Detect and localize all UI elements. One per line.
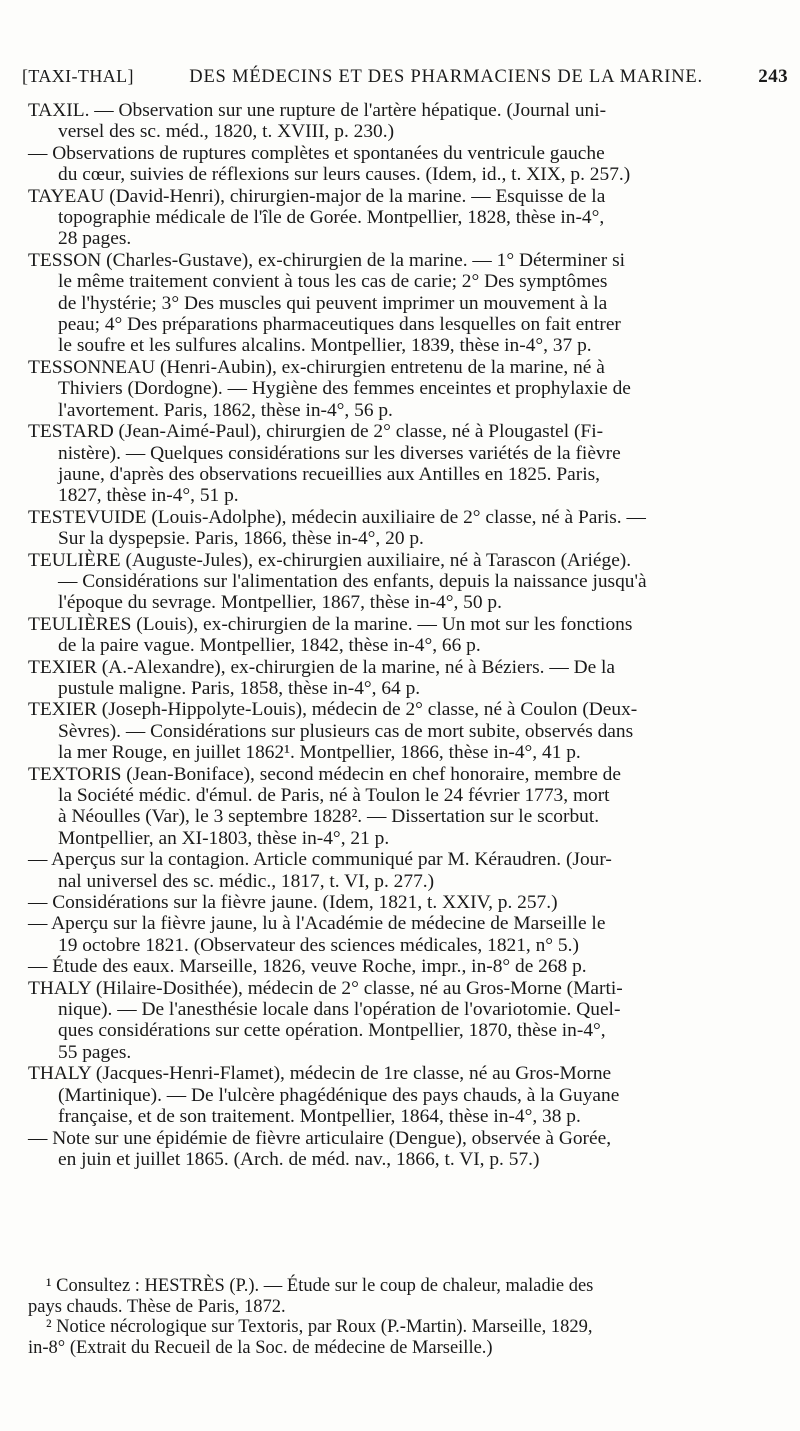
footnotes xyxy=(28,1276,784,1358)
text-line: l'avortement. Paris, 1862, thèse in-4°, 56 p. xyxy=(58,399,393,421)
footnote-line: ¹ Consultez : HESTRÈS (P.). — Étude sur le coup de chaleur, maladie des xyxy=(46,1276,594,1296)
footnote-line: ² Notice nécrologique sur Textoris, par Roux (P.-Martin). Marseille, 1829, xyxy=(46,1317,593,1337)
text-line: la mer Rouge, en juillet 1862¹. Montpellier, 1866, thèse in-4°, 41 p. xyxy=(58,742,581,764)
entries-list xyxy=(28,100,784,1170)
text-line: — Considérations sur la fièvre jaune. (Idem, 1821, t. XXIV, p. 257.) xyxy=(28,892,558,914)
text-line: de l'hystérie; 3° Des muscles qui peuvent imprimer un mouvement à la xyxy=(58,292,608,314)
text-line: ques considérations sur cette opération. Montpellier, 1870, thèse in-4°, xyxy=(58,1020,606,1042)
text-line: à Néoulles (Var), le 3 septembre 1828². — Dissertation sur le scorbut. xyxy=(58,806,600,828)
text-line: — Aperçu sur la fièvre jaune, lu à l'Académie de médecine de Marseille le xyxy=(28,913,606,935)
text-line: versel des sc. méd., 1820, t. XVIII, p. 230.) xyxy=(58,121,395,143)
text-line: pustule maligne. Paris, 1858, thèse in-4°, 64 p. xyxy=(58,677,421,699)
text-line: (Martinique). — De l'ulcère phagédénique des pays chauds, à la Guyane xyxy=(58,1084,620,1106)
text-line: — Observations de ruptures complètes et spontanées du ventricule gauche xyxy=(28,142,605,164)
text-line: peau; 4° Des préparations pharmaceutiques dans lesquelles on fait entrer xyxy=(58,314,621,336)
text-line: topographie médicale de l'île de Gorée. Montpellier, 1828, thèse in-4°, xyxy=(58,207,605,229)
text-line: TESSON (Charles-Gustave), ex-chirurgien de la marine. — 1° Déterminer si xyxy=(28,249,626,271)
text-line: 55 pages. xyxy=(58,1041,132,1063)
text-line: — Aperçus sur la contagion. Article communiqué par M. Kéraudren. (Jour- xyxy=(28,849,612,871)
text-line: le soufre et les sulfures alcalins. Montpellier, 1839, thèse in-4°, 37 p. xyxy=(58,335,592,357)
text-line: 19 octobre 1821. (Observateur des sciences médicales, 1821, n° 5.) xyxy=(58,934,579,956)
text-line: 28 pages. xyxy=(58,228,132,250)
footnote-line: in-8° (Extrait du Recueil de la Soc. de médecine de Marseille.) xyxy=(28,1337,493,1358)
text-line: de la paire vague. Montpellier, 1842, thèse in-4°, 66 p. xyxy=(58,635,481,657)
text-line: TEXTORIS (Jean-Boniface), second médecin en chef honoraire, membre de xyxy=(28,763,621,785)
text-line: — Note sur une épidémie de fièvre articulaire (Dengue), observée à Gorée, xyxy=(28,1127,612,1149)
text-line: nistère). — Quelques considérations sur les diverses variétés de la fièvre xyxy=(58,442,621,464)
text-line: THALY (Jacques-Henri-Flamet), médecin de 1re classe, né au Gros-Morne xyxy=(28,1063,612,1085)
text-line: nique). — De l'anesthésie locale dans l'opération de l'ovariotomie. Quel- xyxy=(58,999,621,1021)
text-line: 1827, thèse in-4°, 51 p. xyxy=(58,485,239,507)
text-line: THALY (Hilaire-Dosithée), médecin de 2° classe, né au Gros-Morne (Marti- xyxy=(28,977,623,999)
text-line: TAXIL. — Observation sur une rupture de l'artère hépatique. (Journal uni- xyxy=(28,100,607,121)
text-line: la Société médic. d'émul. de Paris, né à Toulon le 24 février 1773, mort xyxy=(58,785,610,806)
text-line: jaune, d'après des observations recueillies aux Antilles en 1825. Paris, xyxy=(58,463,600,485)
text-line: Thiviers (Dordogne). — Hygiène des femmes enceintes et prophylaxie de xyxy=(58,378,631,400)
text-line: TEULIÈRES (Louis), ex-chirurgien de la marine. — Un mot sur les fonctions xyxy=(28,613,633,635)
page-number: 243 xyxy=(758,66,788,87)
footnote-line: pays chauds. Thèse de Paris, 1872. xyxy=(28,1296,286,1317)
text-line: Sur la dyspepsie. Paris, 1866, thèse in-4°, 20 p. xyxy=(58,528,424,550)
text-line: Montpellier, an XI-1803, thèse in-4°, 21 p. xyxy=(58,827,390,849)
header-title: DES MÉDECINS ET DES PHARMACIENS DE LA MARINE. xyxy=(189,67,703,87)
text-line: TEXIER (Joseph-Hippolyte-Louis), médecin de 2° classe, né à Coulon (Deux- xyxy=(28,699,638,721)
text-line: TESTARD (Jean-Aimé-Paul), chirurgien de 2° classe, né à Plougastel (Fi- xyxy=(28,421,604,443)
text-line: TAYEAU (David-Henri), chirurgien-major de la marine. — Esquisse de la xyxy=(28,185,606,207)
text-line: en juin et juillet 1865. (Arch. de méd. nav., 1866, t. VI, p. 57.) xyxy=(58,1148,540,1170)
text-line: TEXIER (A.-Alexandre), ex-chirurgien de la marine, né à Béziers. — De la xyxy=(28,656,616,678)
running-header xyxy=(22,66,788,88)
header-range: [TAXI-THAL] xyxy=(22,66,134,86)
text-line: du cœur, suivies de réflexions sur leurs causes. (Idem, id., t. XIX, p. 257.) xyxy=(58,164,631,186)
text-line: française, et de son traitement. Montpellier, 1864, thèse in-4°, 38 p. xyxy=(58,1106,581,1128)
text-line: TESTEVUIDE (Louis-Adolphe), médecin auxiliaire de 2° classe, né à Paris. — xyxy=(28,506,646,528)
text-line: nal universel des sc. médic., 1817, t. VI, p. 277.) xyxy=(58,870,435,892)
text-line: — Étude des eaux. Marseille, 1826, veuve Roche, impr., in-8° de 268 p. xyxy=(28,956,587,978)
text-line: — Considérations sur l'alimentation des enfants, depuis la naissance jusqu'à xyxy=(58,570,647,592)
text-line: TEULIÈRE (Auguste-Jules), ex-chirurgien auxiliaire, né à Tarascon (Ariége). xyxy=(28,549,632,571)
text-line: l'époque du sevrage. Montpellier, 1867, thèse in-4°, 50 p. xyxy=(58,592,502,614)
text-line: Sèvres). — Considérations sur plusieurs cas de mort subite, observés dans xyxy=(58,720,634,742)
text-line: TESSONNEAU (Henri-Aubin), ex-chirurgien entretenu de la marine, né à xyxy=(28,356,605,378)
text-line: le même traitement convient à tous les cas de carie; 2° Des symptômes xyxy=(58,271,608,293)
